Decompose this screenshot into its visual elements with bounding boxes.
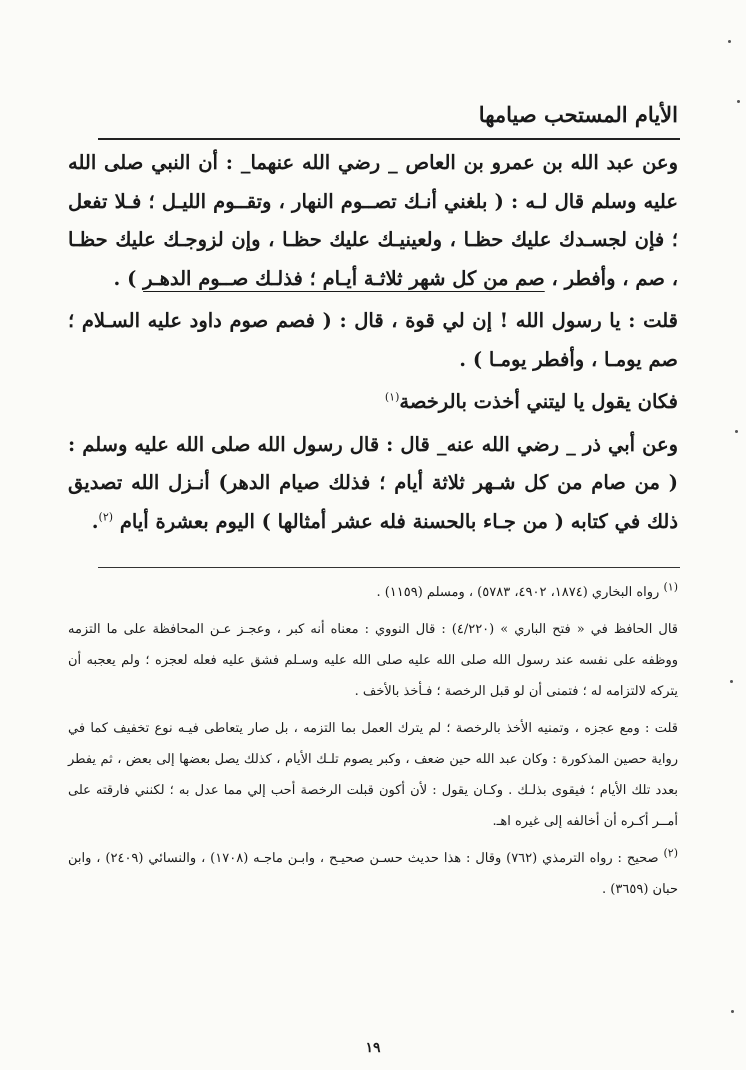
footnotes — [68, 577, 678, 911]
footnote-marker-2: (٢) — [663, 846, 678, 860]
footnote-separator — [98, 567, 680, 568]
footnote-1-commentary: قال الحافظ في « فتح الباري » (٤/٢٢٠) : قال النووي : معناه أنه كبر ، وعجـز عـن المحافظة على ما التزمه ووظفه على نفسه عند رسول الله صلى الله عليه صلى الله عليه وسـلم فشق عليه فعله لعجزه ؛ ولم يعجبه أن يتركه لالتزامه له ؛ فتمنى أن لو قبل الرخصة ؛ فـأخذ بالأخف . — [68, 622, 678, 699]
main-text — [68, 144, 678, 541]
paragraph-question: قلت : يا رسول الله ! إن لي قوة ، قال : ( فصم صوم داود عليه السـلام ؛ صم يومـا ، وأفطر يومـا ) . — [68, 309, 678, 371]
paragraph-hadith-abu-dhar: وعن أبي ذر _ رضي الله عنه_ قال : قال رسول الله صلى الله عليه وسلم : ( من صام من كل شـهر ثلاثة أيام ؛ فذلك صيام الدهر) أنـزل الله تصديق ذلك في كتابه ( من جـاء بالحسنة فله عشر أمثالها ) اليوم بعشرة أيام $^{(٢)}$. — [68, 432, 678, 533]
footnote-2: $^{(٢)}$ صحيح : رواه الترمذي (٧٦٢) وقال : هذا حديث حسـن صحيـح ، وابـن ماجـه (١٧٠٨) ، والنسائي (٢٤٠٩) ، وابن حبان (٣٦٥٩) . — [68, 846, 678, 897]
scan-speck — [735, 430, 738, 433]
running-header — [78, 100, 678, 130]
paragraph-wish: فكان يقول يا ليتني أخذت بالرخصة$^{(١)}$ — [384, 390, 678, 413]
scan-speck — [731, 1010, 734, 1013]
scan-speck — [730, 680, 733, 683]
footnote-marker-1: (١) — [663, 580, 678, 594]
footnote-1-note: قلت : ومع عجزه ، وتمنيه الأخذ بالرخصة ؛ لم يترك العمل بما التزمه ، بل صار يتعاطى فيـه نوع تخفيف كما في رواية حصين المذكورة : وكان عبد الله حين ضعف ، وكبر يصوم تلـك الأيام ، كذلك يصل بعضها إلى بعض ، ثم يفطر بعدد تلك الأيام ؛ فيقوى بذلـك . وكـان يقول : لأن أكون قبلت الرخصة أحب إلي مما عدل به ؛ لكنني فارقته على أمــر أكـره أن أخالفه إلى غيره اهـ. — [68, 721, 678, 829]
underlined-phrase: صم من كل شهر ثلاثـة أيـام ؛ فذلـك صــوم الدهـر — [143, 266, 545, 290]
header-rule — [98, 138, 680, 140]
scan-speck — [737, 100, 740, 103]
scan-speck — [728, 40, 731, 43]
page-number: ١٩ — [365, 1040, 381, 1056]
footnote-ref-2: (٢) — [98, 510, 114, 523]
paragraph-hadith-abdullah: وعن عبد الله بن عمرو بن العاص _ رضي الله عنهما_ : أن النبي صلى الله عليه وسلم قال لـه : ( بلغني أنـك تصــوم النهار ، وتقــوم الليـل ؛ فـلا تفعل ؛ فإن لجسـدك عليك حظـا ، ولعينيـك عليك حظـا ، وإن لزوجـك عليك حظـا ، صم ، وأفطر ، صم من كل شهر ثلاثـة أيـام ؛ فذلـك صــوم الدهـر ) . — [68, 151, 678, 290]
chapter-title: الأيام المستحب صيامها — [478, 102, 678, 127]
footnote-ref-1: (١) — [384, 390, 400, 404]
footnote-1: $^{(١)}$ رواه البخاري (١٨٧٤، ٤٩٠٢، ٥٧٨٣) ، ومسلم (١١٥٩) . — [376, 580, 678, 600]
